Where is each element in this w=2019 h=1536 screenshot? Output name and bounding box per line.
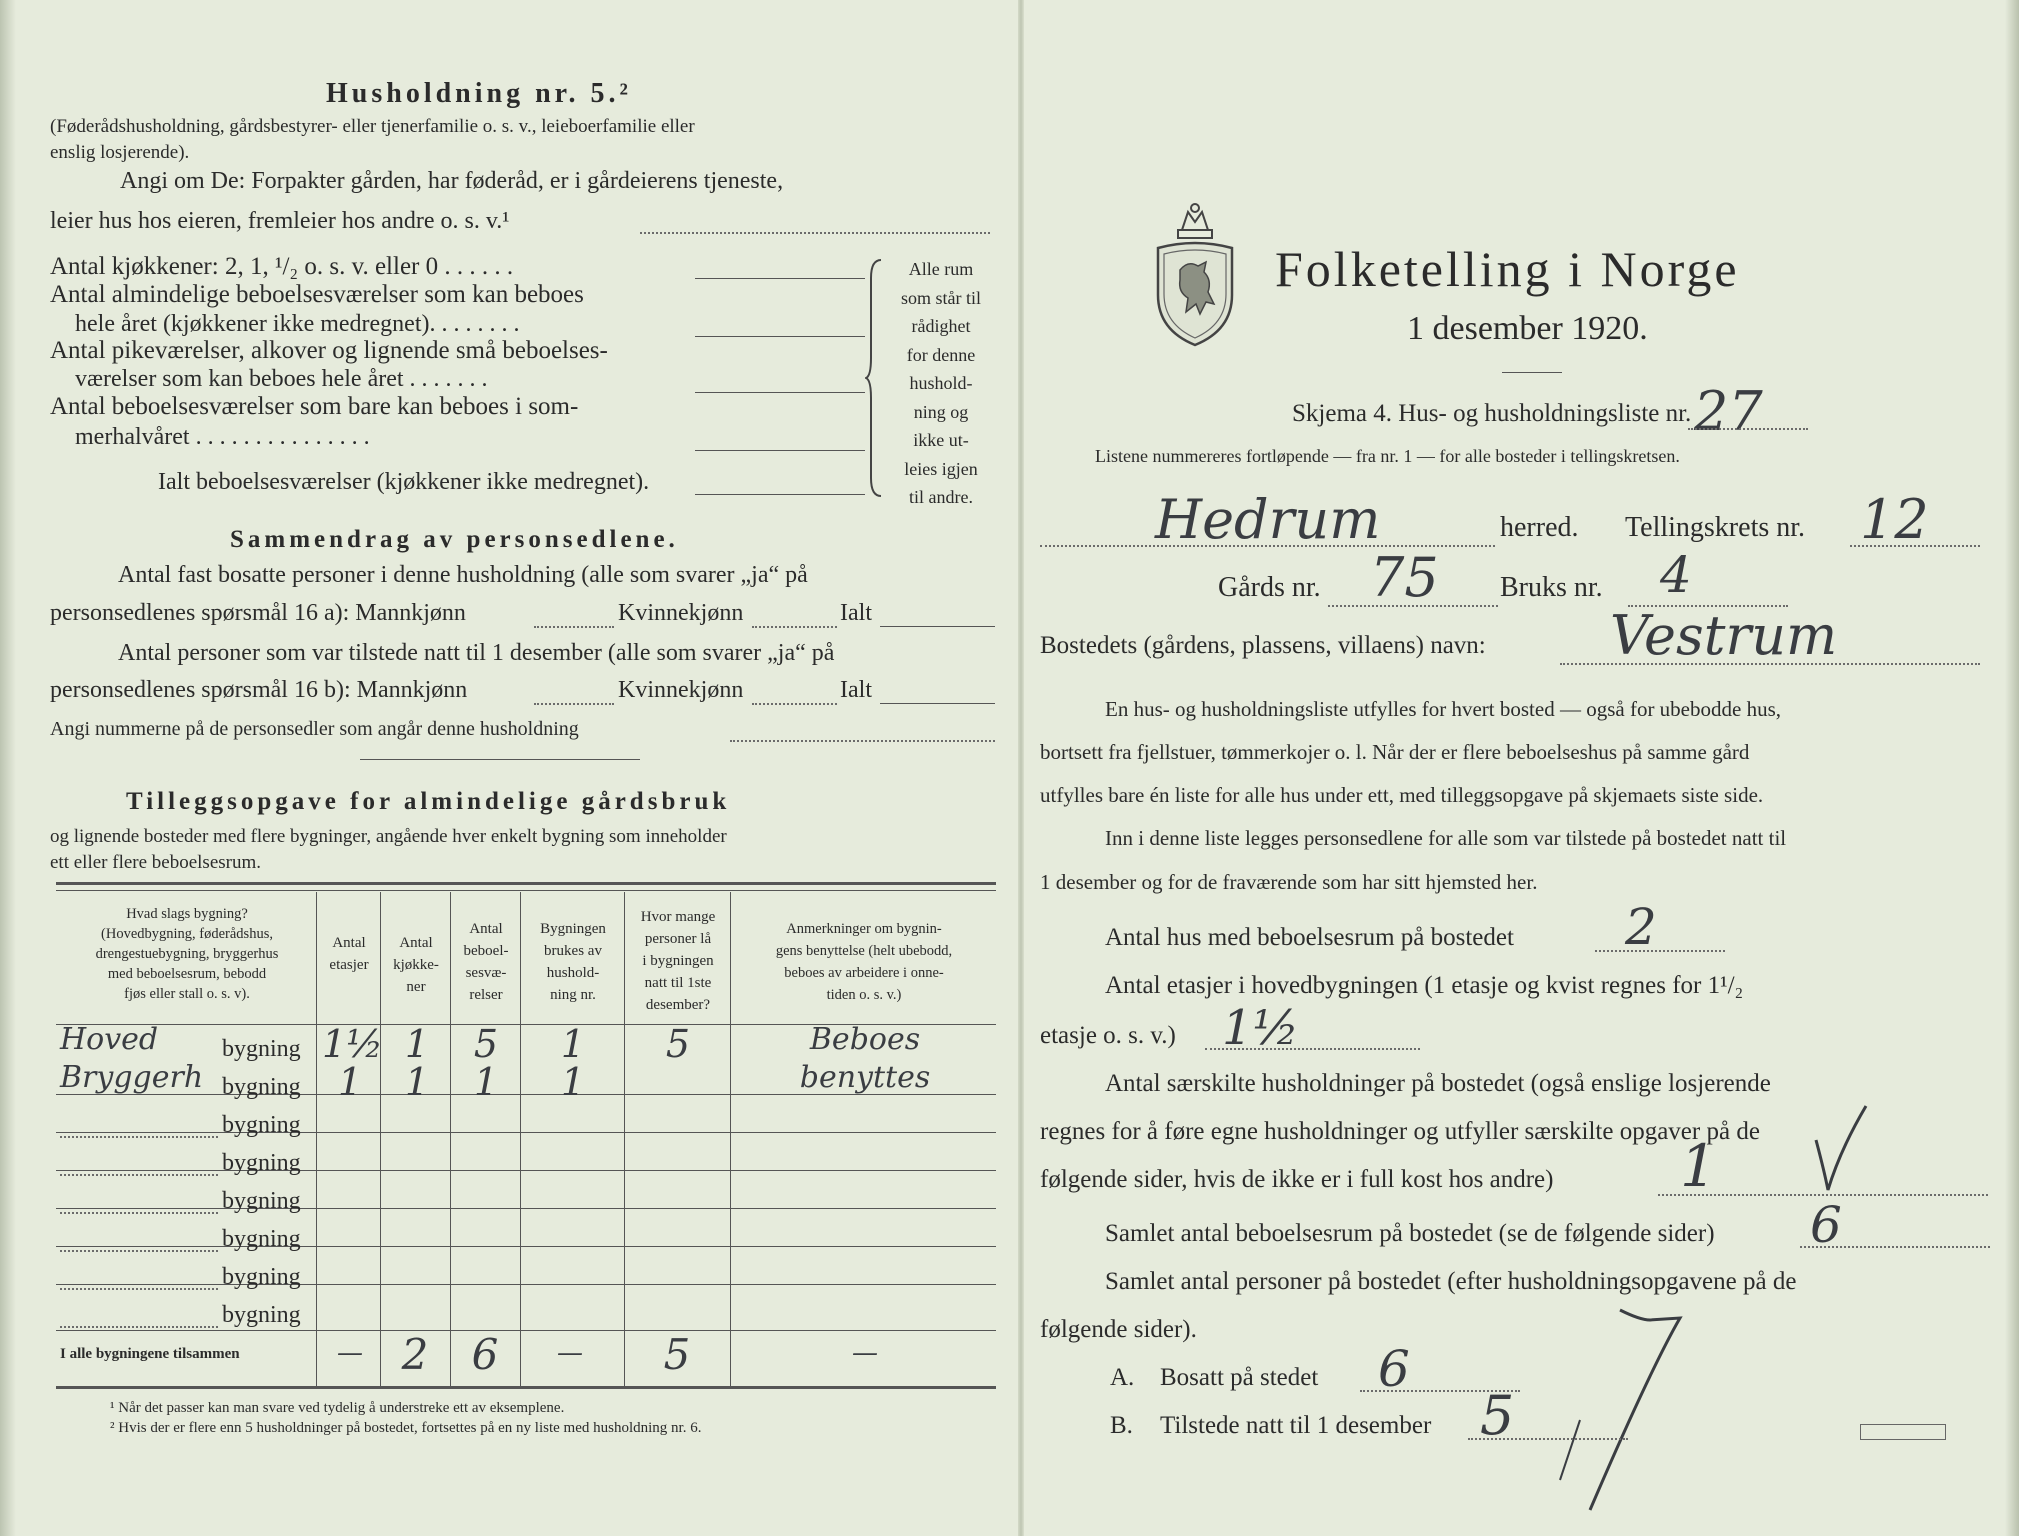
- table-top-rule-2: [56, 890, 996, 891]
- table-totals-rule: [56, 1330, 996, 1331]
- side-note-line: ning og: [913, 401, 969, 422]
- etasjer-label-1: Antal etasjer i hovedbygningen (1 etasje og kvist regnes for 1¹/₂: [1105, 972, 1744, 999]
- bosted-fill: [1560, 663, 1980, 665]
- saer-label-1: Antal særskilte husholdninger på bostedet (også enslige losjerende: [1105, 1070, 1771, 1097]
- fast-label-1: Antal fast bosatte personer i denne husholdning (alle som svarer „ja“ på: [118, 562, 808, 588]
- totals-kjokkener: 2: [401, 1330, 429, 1379]
- para1-line-2: bortsett fra fjellstuer, tømmerkojer o. l. Når der er flere beboelseshus på samme gård: [1040, 740, 1750, 764]
- totals-label: I alle bygningene tilsammen: [60, 1346, 240, 1362]
- row-husholdning: 1: [560, 1060, 586, 1104]
- para1-line-1: En hus- og husholdningsliste utfylles for hvert bosted — også for ubebodde hus,: [1105, 697, 1781, 721]
- table-header-col4-line: beboel-: [463, 943, 509, 959]
- totals-etasjer: —: [337, 1338, 363, 1368]
- herred-label: herred.: [1500, 512, 1579, 543]
- table-row-rule-6: [56, 1246, 996, 1247]
- tellingskrets-fill: [1850, 545, 1980, 547]
- tilstede-mann-fill: [534, 703, 614, 705]
- row-name-fill: [60, 1174, 218, 1176]
- handwritten-total-seven-icon: [1500, 1290, 1700, 1520]
- fast-kvinne-label: Kvinnekjønn: [618, 600, 744, 626]
- side-note-line: leies igjen: [904, 458, 978, 479]
- fast-kvinne-fill: [752, 626, 837, 628]
- bruks-value: 4: [1660, 546, 1692, 604]
- table-header-col3-line: kjøkke-: [393, 957, 439, 973]
- skjema-number: 27: [1694, 380, 1763, 443]
- pike-fill-line: [695, 392, 865, 393]
- household-note-2: enslig losjerende).: [50, 142, 190, 163]
- table-header-col7-line: Anmerkninger om bygnin-: [786, 921, 942, 937]
- samlet-personer-label-2: følgende sider).: [1040, 1316, 1197, 1343]
- tilstede-label-2: personsedlenes spørsmål 16 b): Mannkjønn: [50, 677, 468, 703]
- household-note-1: (Føderådshusholdning, gårdsbestyrer- eller tjenerfamilie o. s. v., leieboerfamilie eller: [50, 116, 695, 137]
- table-header-anmerkninger: [732, 918, 996, 1006]
- table-header-col6-line: Hvor mange: [640, 909, 716, 925]
- table-header-col7-line: beboes av arbeidere i onne-: [784, 965, 944, 981]
- table-row-rule-4: [56, 1170, 996, 1171]
- row-vaerelser: 1: [473, 1060, 499, 1104]
- saer-label-3: følgende sider, hvis de ikke er i full kost hos andre): [1040, 1166, 1554, 1193]
- row-kjokkener: 1: [404, 1060, 430, 1104]
- totals-husholdning: —: [557, 1338, 583, 1368]
- row-bygning-label: bygning: [222, 1226, 301, 1252]
- row-name-fill: [60, 1326, 218, 1328]
- row-bygning-label: bygning: [222, 1188, 301, 1214]
- printer-mark: [1860, 1424, 1946, 1440]
- saer-value: 1: [1680, 1132, 1717, 1200]
- skjema-fill: [1688, 428, 1808, 430]
- tellingskrets-value: 12: [1860, 488, 1929, 551]
- angi-fill-line: [640, 232, 990, 234]
- row-bygning-label: bygning: [222, 1150, 301, 1176]
- side-note-line: for denne: [906, 344, 976, 365]
- center-fold: [1018, 0, 1024, 1536]
- table-header-col2-line: Antal: [332, 935, 366, 951]
- table-row-rule-7: [56, 1284, 996, 1285]
- row-etasjer: 1: [337, 1060, 363, 1104]
- samlet-rum-label: Samlet antal beboelsesrum på bostedet (se de følgende sider): [1105, 1220, 1715, 1247]
- listene-note: Listene nummereres fortløpende — fra nr. 1 — for alle bosteder i tellingskretsen.: [1095, 446, 1680, 466]
- table-header-col4-line: relser: [469, 987, 503, 1003]
- table-header-vaerelser: [452, 918, 520, 1006]
- totals-vaerelser: 6: [471, 1330, 499, 1379]
- household-title: Husholdning nr. 5.²: [326, 78, 632, 109]
- table-col-rule-5: [624, 892, 625, 1386]
- fast-ialt-fill: [880, 626, 995, 627]
- nummerne-label: Angi nummerne på de personsedler som angår denne husholdning: [50, 718, 579, 740]
- row-personer: 5: [665, 1022, 691, 1066]
- row-anm: Beboes: [809, 1022, 921, 1057]
- sammendrag-title: Sammendrag av personsedlene.: [230, 526, 679, 553]
- right-page: [1040, 0, 2000, 1536]
- bosted-value: Vestrum: [1610, 604, 1838, 667]
- samlet-rum-value: 6: [1810, 1196, 1842, 1254]
- title-divider: [1502, 372, 1562, 373]
- kjokkener-label: Antal kjøkkener: 2, 1, ¹/₂ o. s. v. eller 0 . . . . . .: [50, 253, 514, 280]
- b-label: B.: [1110, 1412, 1133, 1439]
- tillegg-line-2: ett eller flere beboelsesrum.: [50, 852, 262, 873]
- tilstede-kvinne-fill: [752, 703, 837, 705]
- skjema-label: Skjema 4. Hus- og husholdningsliste nr.: [1292, 400, 1692, 427]
- side-note-line: rådighet: [911, 316, 971, 336]
- tilstede-kvinne-label: Kvinnekjønn: [618, 677, 744, 703]
- table-header-col3-line: ner: [406, 979, 426, 995]
- pike-label-2: værelser som kan beboes hele året . . . . . . .: [75, 366, 488, 392]
- samlet-rum-fill: [1800, 1246, 1990, 1248]
- saer-label-2: regnes for å føre egne husholdninger og utfyller særskilte opgaver på de: [1040, 1118, 1760, 1145]
- almindelige-label-2: hele året (kjøkkener ikke medregnet). . . . . . . .: [75, 311, 520, 337]
- footnote-1: ¹ Når det passer kan man svare ved tydelig å understreke ett av eksemplene.: [110, 1400, 565, 1416]
- row-etasjer: 1½: [322, 1022, 384, 1066]
- tilstede-ialt-label: Ialt: [840, 677, 872, 703]
- side-note-line: hushold-: [909, 373, 973, 393]
- table-header-col4-line: Antal: [469, 921, 503, 937]
- norway-coat-of-arms-icon: [1150, 200, 1240, 350]
- row-husholdning: 1: [560, 1022, 586, 1066]
- tillegg-title: Tilleggsopgave for almindelige gårdsbruk: [126, 788, 731, 815]
- almindelige-label-1: Antal almindelige beboelsesværelser som kan beboes: [50, 281, 584, 308]
- table-header-col7-line: gens benyttelse (helt ubebodd,: [775, 943, 953, 959]
- para2-line-2: 1 desember og for de fraværende som har sitt hjemsted her.: [1040, 870, 1538, 894]
- table-header-col6-line: personer lå: [644, 931, 712, 947]
- tillegg-line-1: og lignende bosteder med flere bygninger, angående hver enkelt bygning som inneholder: [50, 826, 727, 847]
- table-row-rule-3: [56, 1132, 996, 1133]
- paper-edge-left: [0, 0, 16, 1536]
- a-text: Bosatt på stedet: [1160, 1364, 1319, 1391]
- row-name-fill: [60, 1250, 218, 1252]
- a-label: A.: [1110, 1364, 1135, 1391]
- row-vaerelser: 5: [473, 1022, 499, 1066]
- table-row-rule-5: [56, 1208, 996, 1209]
- table-header-col1-line: fjøs eller stall o. s. v).: [124, 986, 250, 1002]
- table-header-col1-line: drengestuebygning, bryggerhus: [95, 946, 279, 962]
- sommer-fill-line: [695, 450, 865, 451]
- fast-label-2: personsedlenes spørsmål 16 a): Mannkjønn: [50, 600, 466, 626]
- fast-ialt-label: Ialt: [840, 600, 872, 626]
- gards-fill: [1328, 605, 1498, 607]
- almindelige-fill-line: [695, 336, 865, 337]
- para1-line-3: utfylles bare én liste for alle hus under ett, med tilleggsopgave på skjemaets siste side.: [1040, 783, 1764, 807]
- para2-line-1: Inn i denne liste legges personsedlene for alle som var tilstede på bostedet natt til: [1105, 826, 1787, 850]
- hus-fill: [1595, 950, 1725, 952]
- row-bygning-label: bygning: [222, 1264, 301, 1290]
- angi-line-1: Angi om De: Forpakter gården, har føderåd, er i gårdeierens tjeneste,: [120, 168, 784, 194]
- footnote-2: ² Hvis der er flere enn 5 husholdninger på bostedet, fortsettes på en ny liste med husholdning nr. 6.: [110, 1420, 702, 1436]
- ialt-rum-label: Ialt beboelsesværelser (kjøkkener ikke medregnet).: [158, 469, 650, 495]
- etasjer-fill: [1205, 1048, 1420, 1050]
- row-name-fill: [60, 1212, 218, 1214]
- row-bygning-label: bygning: [222, 1036, 301, 1062]
- sommer-label-1: Antal beboelsesværelser som bare kan beboes i som-: [50, 393, 579, 420]
- tilstede-ialt-fill: [880, 703, 995, 704]
- row-bygning-label: bygning: [222, 1302, 301, 1328]
- row-bygning-label: bygning: [222, 1074, 301, 1100]
- ialt-rum-fill-line: [695, 494, 865, 495]
- tellingskrets-label: Tellingskrets nr.: [1625, 512, 1806, 543]
- fast-mann-fill: [534, 626, 614, 628]
- table-header-col5-line: hushold-: [546, 965, 600, 981]
- row-name-fill: [60, 1288, 218, 1290]
- bosted-label: Bostedets (gårdens, plassens, villaens) navn:: [1040, 632, 1486, 659]
- table-header-col1-line: (Hovedbygning, føderådshus,: [101, 926, 273, 942]
- table-header-personer: [626, 906, 730, 1016]
- nummerne-fill: [730, 740, 995, 742]
- table-header-building-type: [56, 904, 318, 1004]
- table-header-col6-line: natt til 1ste: [644, 975, 712, 991]
- census-date: 1 desember 1920.: [1407, 310, 1648, 347]
- sommer-label-2: merhalvåret . . . . . . . . . . . . . . .: [75, 424, 370, 450]
- b-value: 5: [1480, 1384, 1515, 1447]
- a-value: 6: [1378, 1340, 1410, 1398]
- row-kjokkener: 1: [404, 1022, 430, 1066]
- tilstede-label-1: Antal personer som var tilstede natt til 1 desember (alle som svarer „ja“ på: [118, 640, 835, 666]
- b-text: Tilstede natt til 1 desember: [1160, 1412, 1432, 1439]
- table-header-etasjer: [318, 932, 380, 976]
- totals-personer: 5: [663, 1330, 691, 1379]
- table-header-col3-line: Antal: [399, 935, 433, 951]
- table-header-col1-line: med beboelsesrum, bebodd: [107, 966, 267, 982]
- table-top-rule: [56, 882, 996, 885]
- samlet-personer-label-1: Samlet antal personer på bostedet (efter husholdningsopgavene på de: [1105, 1268, 1797, 1295]
- totals-anm: —: [852, 1338, 878, 1368]
- table-col-rule-6: [730, 892, 731, 1386]
- side-note-line: som står til: [901, 287, 981, 308]
- herred-value: Hedrum: [1155, 488, 1381, 551]
- table-header-col5-line: ning nr.: [550, 987, 596, 1003]
- row-building-name: Hoved: [60, 1022, 159, 1057]
- table-bottom-rule: [56, 1386, 996, 1389]
- table-col-rule-3: [450, 892, 451, 1386]
- table-col-rule-2: [380, 892, 381, 1386]
- kjokkener-fill-line: [695, 278, 865, 279]
- table-header-kjokkener: [382, 932, 450, 998]
- section-divider: [360, 759, 640, 760]
- hus-label: Antal hus med beboelsesrum på bostedet: [1105, 924, 1514, 951]
- gards-label: Gårds nr.: [1218, 572, 1321, 603]
- side-note-line: Alle rum: [908, 259, 974, 279]
- table-header-col5-line: brukes av: [544, 943, 602, 959]
- angi-line-2: leier hus hos eieren, fremleier hos andre o. s. v.¹: [50, 208, 510, 234]
- b-fill: [1468, 1438, 1628, 1440]
- gards-value: 75: [1370, 546, 1439, 609]
- side-note-line: til andre.: [909, 487, 973, 507]
- table-header-col1-line: Hvad slags bygning?: [126, 906, 248, 922]
- row-anm: benyttes: [799, 1060, 931, 1095]
- side-note-line: ikke ut-: [913, 430, 969, 450]
- left-page: [40, 0, 1000, 1536]
- table-header-col2-line: etasjer: [329, 957, 369, 973]
- etasjer-label-2: etasje o. s. v.): [1040, 1022, 1176, 1049]
- table-col-rule-4: [520, 892, 521, 1386]
- hus-value: 2: [1625, 898, 1657, 956]
- paper-edge-right: [2005, 0, 2019, 1536]
- census-title: Folketelling i Norge: [1275, 241, 1740, 297]
- row-bygning-label: bygning: [222, 1112, 301, 1138]
- etasjer-value: 1½: [1222, 1000, 1300, 1056]
- pike-label-1: Antal pikeværelser, alkover og lignende små beboelses-: [50, 337, 608, 364]
- row-building-name: Bryggerh: [60, 1060, 204, 1095]
- table-header-col7-line: tiden o. s. v.): [826, 987, 902, 1003]
- table-header-col4-line: sesvæ-: [465, 965, 507, 981]
- table-header-col6-line: desember?: [645, 997, 711, 1013]
- handwritten-checkmark-icon: [1810, 1100, 1870, 1200]
- bruks-label: Bruks nr.: [1500, 572, 1603, 603]
- table-header-husholdning: [522, 918, 624, 1006]
- side-note: [882, 255, 1000, 512]
- row-name-fill: [60, 1136, 218, 1138]
- table-header-col6-line: i bygningen: [642, 953, 714, 969]
- table-header-col5-line: Bygningen: [540, 921, 606, 937]
